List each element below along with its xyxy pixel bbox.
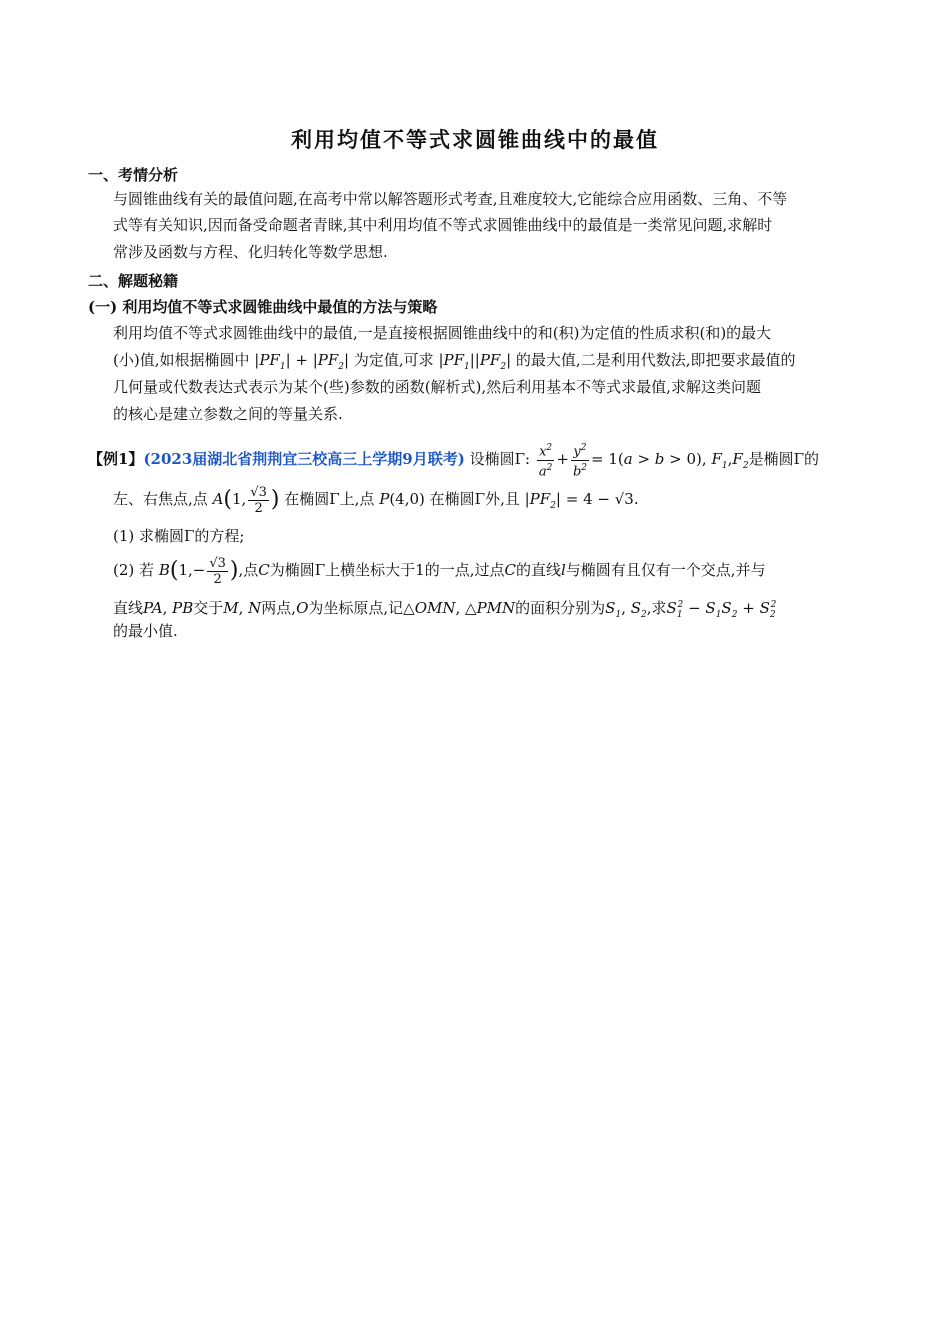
text-run: 为椭圆Γ上横坐标大于1的一点,过点 (269, 561, 505, 579)
formula-mn: M, N (223, 599, 262, 617)
formula-o: O (296, 599, 309, 617)
text-run: 在椭圆Γ上,点 (284, 490, 375, 508)
text-run: 交于 (193, 599, 224, 617)
text-run: (2) 若 (113, 561, 155, 579)
fraction-x2-a2: $\frac{x^2}{a^2}$ (538, 443, 553, 479)
paragraph-line: 几何量或代数表达式表示为某个(些)参数的函数(解析式),然后利用基本不等式求最值,求解这类问题 (113, 378, 761, 396)
question-1: (1) 求椭圆Γ的方程; (113, 527, 245, 545)
formula-point-p: P(4,0) (379, 490, 425, 508)
formula-l: l (560, 561, 566, 579)
section-heading-secrets: 二、解题秘籍 (88, 272, 179, 290)
text-run: 两点, (261, 599, 297, 617)
text-run: 为定值,可求 (353, 351, 434, 369)
subsection-heading: (一) 利用均值不等式求圆锥曲线中最值的方法与策略 (88, 298, 438, 316)
text-run: , (701, 450, 707, 468)
text-run: 左、右焦点,点 (113, 490, 208, 508)
question-2-end: 的最小值. (113, 622, 178, 640)
formula-point-a: A(1, $\frac{√3}{2}$ ) (212, 484, 280, 516)
text-run: 在椭圆Γ外,且 (429, 490, 520, 508)
example-source: (2023届湖北省荆荆宜三校高三上学期9月联考) (143, 450, 465, 468)
formula-foci: $F_1,F_2$ (711, 450, 749, 471)
example-line (113, 480, 865, 525)
formula-pf2: $|PF_2| = 4 - √3$. (524, 490, 639, 511)
paragraph-line (113, 350, 865, 377)
question-2 (113, 552, 865, 589)
formula-product-focal: $|PF_1||PF_2|$ (438, 351, 512, 372)
formula-target-expression: $S_1^2 - S_1S_2 + S_2^2$ (666, 599, 777, 620)
text-run: ,点 (238, 561, 259, 579)
text-run: 直线 (113, 599, 144, 617)
paragraph-line: 的核心是建立参数之间的等量关系. (113, 405, 343, 423)
example-label: 【例1】 (88, 450, 144, 468)
paragraph-line: 式等有关知识,因而备受命题者青睐,其中利用均值不等式求圆锥曲线中的最值是一类常见问题,求解时 (113, 216, 773, 234)
paragraph-line: 常涉及函数与方程、化归转化等数学思想. (113, 243, 388, 261)
paragraph-line: 利用均值不等式求圆锥曲线中的最值,一是直接根据圆锥曲线中的和(积)为定值的性质求积(和)的最大 (113, 324, 772, 342)
formula-c: C (504, 561, 516, 579)
page-title: 利用均值不等式求圆锥曲线中的最值 (291, 127, 659, 152)
example-stem: 【例1】(2023届湖北省荆荆宜三校高三上学期9月联考) 设椭圆Γ: $\frac{x^2}{a^2}$ + $\frac{y^2}{b^2}$ = 1(a > b > 0), $F_1,F_2$是椭圆Γ的 (88, 443, 819, 479)
text-run: 是椭圆Γ的 (748, 450, 819, 468)
text-run: ,求 (646, 599, 667, 617)
formula-ellipse-condition: = 1(a > b > 0) (591, 450, 702, 468)
formula-lines: PA, PB (143, 599, 194, 617)
formula-areas: $S_1$, $S_2$ (605, 599, 647, 620)
formula-point-b: B(1,− $\frac{√3}{2}$ ) (158, 555, 239, 587)
section-heading-analysis: 一、考情分析 (88, 166, 179, 184)
fraction-y2-b2: $\frac{y^2}{b^2}$ (572, 443, 587, 479)
text-run: (小)值,如根据椭圆中 (113, 351, 250, 369)
text-run: 设椭圆Γ: (469, 450, 531, 468)
text-run: 的最大值,二是利用代数法,即把要求最值的 (515, 351, 796, 369)
text-run: 的面积分别为 (515, 599, 606, 617)
text-run: 的直线 (515, 561, 561, 579)
formula-sum-focal: $|PF_1| + |PF_2|$ (254, 351, 350, 372)
paragraph-line: 与圆锥曲线有关的最值问题,在高考中常以解答题形式考查,且难度较大,它能综合应用函数、三角、不等 (113, 190, 788, 208)
text-run: 为坐标原点,记 (308, 599, 404, 617)
text-run: 与椭圆有且仅有一个交点,并与 (565, 561, 766, 579)
formula-triangles: △OMN, △PMN (403, 599, 516, 617)
formula-c: C (258, 561, 270, 579)
